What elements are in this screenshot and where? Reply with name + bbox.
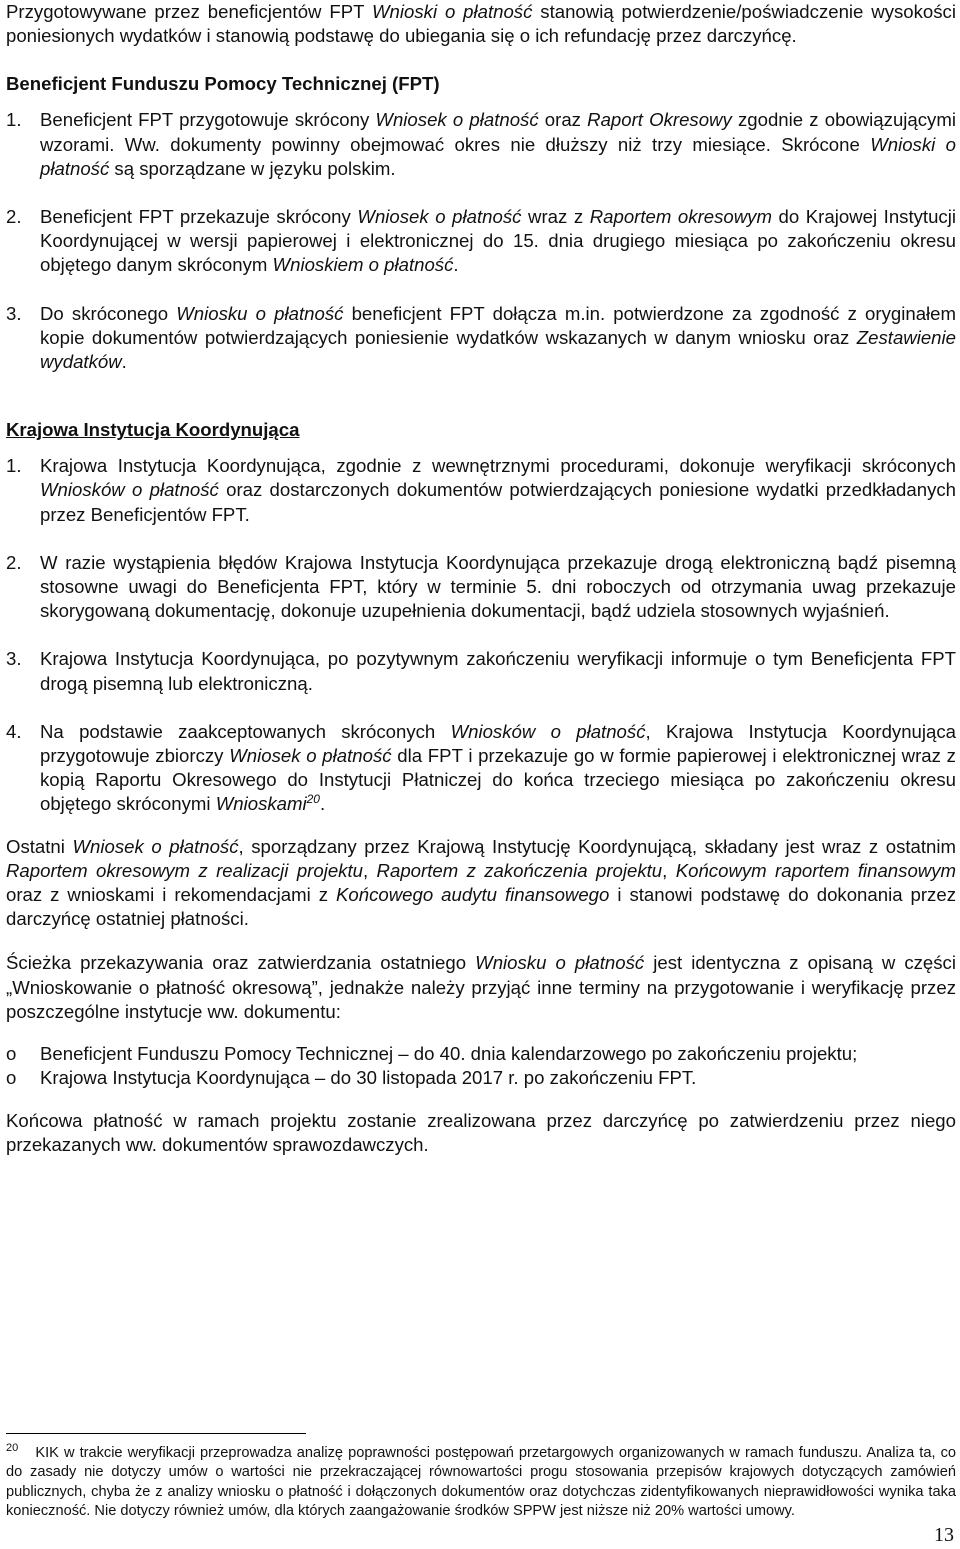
- footnote-text: KIK w trakcie weryfikacji przeprowadza analizę poprawności postępowań przetargowych organizowanych w ramach funduszu. Analiza ta, co do zasady nie dotyczy umów o wartości nie przekraczającej równowartości progu stosowania przepisów krajowych dotyczących zamówień publicznych, chyba że z analizy wniosku o płatność i dołączonych dokumentów oraz dotychczas zidentyfikowanych nieprawidłowości wynika taka konieczność. Nie dotyczy również umów, dla których zaangażowanie środków SPPW jest niższe niż 20% wartości umowy.: [6, 1445, 956, 1520]
- text-run: .: [121, 351, 127, 373]
- text-run: Krajowa Instytucja Koordynująca, po pozytywnym zakończeniu weryfikacji informuje o tym Beneficjenta FPT drogą pisemną lub elektroniczną.: [40, 648, 956, 694]
- footnote-separator: [6, 1433, 306, 1434]
- text-run: jest identyczna z opisaną w części „Wnioskowanie o płatność okresową”, jednakże należy przyjąć inne terminy na przygotowanie i weryfikację przez poszczególne instytucje ww. dokumentu:: [6, 952, 956, 1022]
- item-text: [40, 205, 956, 278]
- item-text: [40, 302, 956, 375]
- item-number: 1.: [6, 455, 22, 477]
- italic-term: Raportem z zakończenia projektu: [376, 859, 663, 881]
- final-request-paragraph: [6, 835, 956, 932]
- numbered-item: [6, 205, 956, 278]
- item-number: 1.: [6, 109, 22, 131]
- text-run: .: [453, 254, 459, 276]
- italic-term: Raportem okresowym z realizacji projektu: [6, 859, 363, 881]
- text-run: Krajowa Instytucja Koordynująca, zgodnie z wewnętrznymi procedurami, dokonuje weryfikacji skróconych: [40, 455, 956, 477]
- text-run: Beneficjent FPT przekazuje skrócony: [40, 206, 358, 228]
- italic-term: Wniosek o płatność: [72, 835, 239, 857]
- bullet-marker: o: [6, 1067, 17, 1089]
- numbered-item: [6, 647, 956, 695]
- item-number: 4.: [6, 720, 22, 742]
- numbered-item: [6, 551, 956, 624]
- section-kik-list: [6, 454, 956, 816]
- text-run: Beneficjent FPT przygotowuje skrócony: [40, 109, 376, 131]
- italic-term: Wniosek o płatność: [229, 745, 392, 767]
- section-fpt-list: [6, 108, 956, 374]
- bullet-item: [6, 1066, 956, 1090]
- text-run: i stanowi podstawę do dokonania przez darczyńcę ostatniej płatności.: [6, 884, 956, 930]
- item-text: [40, 454, 956, 527]
- item-text: [40, 551, 956, 624]
- bullet-text: Krajowa Instytucja Koordynująca – do 30 listopada 2017 r. po zakończeniu FPT.: [40, 1067, 697, 1089]
- final-payment-paragraph: Końcowa płatność w ramach projektu zostanie zrealizowana przez darczyńcę po zatwierdzeniu przez niego przekazanych ww. dokumentów sprawozdawczych.: [6, 1109, 956, 1155]
- italic-term: Wnioski o płatność: [40, 133, 956, 179]
- text-run: Ścieżka przekazywania oraz zatwierdzania ostatniego: [6, 952, 476, 974]
- italic-term: Raportem okresowym: [589, 206, 772, 228]
- numbered-item: [6, 720, 956, 817]
- text-run: W razie wystąpienia błędów Krajowa Instytucja Koordynująca przekazuje drogą elektroniczną bądź pisemną stosowne uwagi do Beneficjenta FPT, który w terminie 5. dni roboczych od otrzymania uwag przekazuje skorygowaną dokumentację, dokonuje uzupełnienia dokumentacji, bądź udziela stosownych wyjaśnień.: [40, 551, 956, 622]
- italic-term: Wniosek o płatność: [375, 109, 539, 131]
- text-run: Do skróconego: [40, 302, 177, 324]
- text-run: Przygotowywane przez beneficjentów FPT: [6, 1, 372, 22]
- text-run: zgodnie z obowiązującymi wzorami. Ww. dokumenty powinny obejmować okres nie dłuższy niż trzy miesiące. Skrócone: [40, 109, 956, 155]
- text-run: do Krajowej Instytucji Koordynującej w wersji papierowej i elektronicznej do 15. dnia drugiego miesiąca po zakończeniu okresu objętego danym skróconym: [40, 206, 956, 276]
- text-run: oraz dostarczonych dokumentów potwierdzających poniesione wydatki przedkładanych przez Beneficjentów FPT.: [40, 479, 957, 525]
- italic-term: Wniosków o płatność: [450, 720, 646, 742]
- numbered-item: [6, 108, 956, 181]
- text-run: Na podstawie zaakceptowanych skróconych: [40, 720, 451, 742]
- section-heading-fpt: Beneficjent Funduszu Pomocy Technicznej (FPT): [6, 73, 440, 95]
- italic-term: Wniosku o płatność: [475, 952, 645, 974]
- text-run: stanowią potwierdzenie/poświadczenie wysokości poniesionych wydatków i stanowią podstawę do ubiegania się o ich refundację przez darczyńcę.: [6, 1, 956, 47]
- footnote: [6, 1444, 956, 1522]
- italic-term: Wnioski o płatność: [371, 1, 533, 22]
- text-run: beneficjent FPT dołącza m.in. potwierdzone za zgodność z oryginałem kopie dokumentów potwierdzających poniesienie wydatków wskazanych w danym wniosku oraz: [40, 302, 956, 348]
- numbered-item: [6, 454, 956, 527]
- path-paragraph: [6, 951, 956, 1024]
- text-run: oraz: [538, 109, 588, 131]
- item-number: 2.: [6, 206, 22, 228]
- italic-term: Końcowym raportem finansowym: [675, 859, 956, 881]
- text-run: Ostatni: [6, 835, 73, 857]
- deadline-bullets: [6, 1042, 956, 1090]
- item-text: [40, 720, 956, 817]
- text-run: są sporządzane w języku polskim.: [109, 157, 396, 179]
- item-number: 3.: [6, 302, 22, 324]
- text-run: , Krajowa Instytucja Koordynująca przygotowuje zbiorczy: [40, 720, 956, 767]
- text-run: ,: [662, 859, 676, 881]
- text-run: oraz z wnioskami i rekomendacjami z: [6, 884, 336, 906]
- document-page: [6, 0, 956, 1157]
- text-run: , sporządzany przez Krajową Instytucję Koordynującą, składany jest wraz z ostatnim: [238, 835, 956, 857]
- italic-term: Raport Okresowy: [587, 109, 732, 131]
- item-text: [40, 647, 956, 695]
- item-text: [40, 108, 956, 181]
- item-number: 3.: [6, 648, 22, 670]
- text-run: dla FPT i przekazuje go w formie papierowej i elektronicznej wraz z kopią Raportu Okresowego do Instytucji Płatniczej do końca trzeciego miesiąca po zakończeniu okresu objętego skróconymi: [40, 745, 956, 815]
- italic-term: Wnioskiem o płatność: [272, 254, 454, 276]
- text-run: wraz z: [521, 206, 590, 228]
- page-number: 13: [934, 1524, 954, 1546]
- italic-term: Wniosków o płatność: [40, 479, 219, 501]
- italic-term: Końcowego audytu finansowego: [336, 884, 610, 906]
- item-number: 2.: [6, 551, 22, 573]
- italic-term: Wniosek o płatność: [357, 206, 522, 228]
- bullet-marker: o: [6, 1043, 17, 1065]
- numbered-item: [6, 302, 956, 375]
- italic-term: Wnioskami: [215, 793, 307, 815]
- italic-term: Wniosku o płatność: [176, 302, 344, 324]
- footnote-ref: 20: [306, 792, 320, 807]
- section-heading-kik: Krajowa Instytucja Koordynująca: [6, 419, 300, 441]
- footnote-number: 20: [6, 1442, 19, 1455]
- intro-paragraph: [6, 0, 956, 48]
- italic-term: Zestawienie wydatków: [40, 326, 956, 373]
- text-run: .: [319, 793, 326, 815]
- bullet-text: Beneficjent Funduszu Pomocy Technicznej – do 40. dnia kalendarzowego po zakończeniu projektu;: [40, 1043, 858, 1065]
- bullet-item: [6, 1042, 956, 1066]
- text-run: ,: [362, 859, 377, 881]
